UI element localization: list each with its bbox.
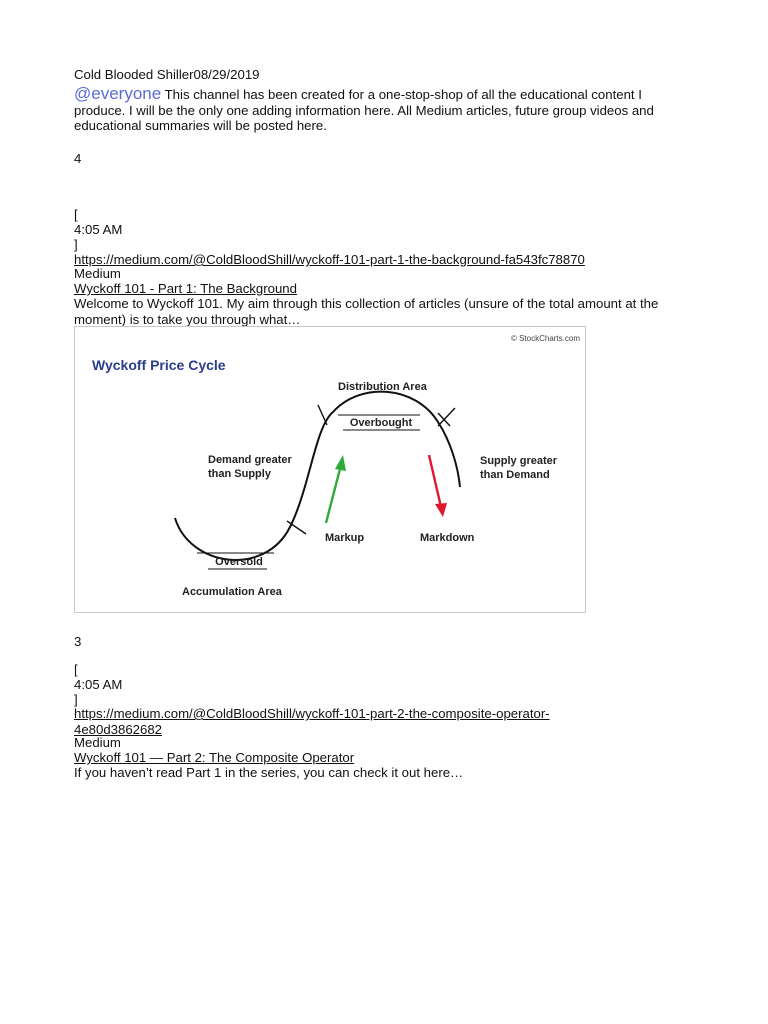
timestamp: 4:05 AM <box>74 677 123 692</box>
diagram-title: Wyckoff Price Cycle <box>92 357 226 373</box>
demand-label-line-1: Demand greater <box>208 454 292 466</box>
cross-mark-4 <box>438 408 455 426</box>
markdown-arrowhead <box>435 503 447 517</box>
cross-mark-2 <box>318 405 327 425</box>
mention-everyone[interactable]: @everyone <box>74 84 162 103</box>
markdown-arrow <box>429 455 441 507</box>
reaction-count: 3 <box>74 634 82 649</box>
stockcharts-watermark: © StockCharts.com <box>510 334 580 343</box>
embed-title-link[interactable]: Wyckoff 101 - Part 1: The Background <box>74 281 297 296</box>
oversold-label: Oversold <box>215 556 263 568</box>
embed-description: If you haven’t read Part 1 in the series, you can check it out here… <box>74 765 464 780</box>
article-url-link[interactable]: https://medium.com/@ColdBloodShill/wyckoff-101-part-1-the-background-fa543fc78870 <box>74 252 585 267</box>
overbought-label: Overbought <box>349 417 413 429</box>
bracket-close: ] <box>74 237 78 252</box>
distribution-area-label: Distribution Area <box>338 381 427 393</box>
bracket-open: [ <box>74 662 78 677</box>
bracket-close: ] <box>74 692 78 707</box>
embed-title-link[interactable]: Wyckoff 101 — Part 2: The Composite Operator <box>74 750 355 765</box>
embed-site-name: Medium <box>74 266 121 281</box>
supply-label-line-2: than Demand <box>480 469 550 481</box>
bracket-open: [ <box>74 207 78 222</box>
markdown-label: Markdown <box>420 532 475 544</box>
markup-label: Markup <box>325 532 365 544</box>
reaction-count: 4 <box>74 151 82 166</box>
markup-arrowhead <box>335 455 346 471</box>
embed-description: Welcome to Wyckoff 101. My aim through this collection of articles (unsure of the total amount at the moment) is to take you through what… <box>74 296 659 327</box>
wyckoff-price-cycle-image[interactable] <box>74 326 586 613</box>
embed-site-name: Medium <box>74 735 121 750</box>
supply-label-line-1: Supply greater <box>480 455 558 467</box>
markup-arrow <box>326 465 341 523</box>
demand-label-line-2: than Supply <box>208 468 271 480</box>
timestamp: 4:05 AM <box>74 222 123 237</box>
post-message <box>74 86 694 134</box>
article-url-link[interactable]: https://medium.com/@ColdBloodShill/wyckoff-101-part-2-the-composite-operator-4e80d3862682 <box>74 706 550 737</box>
post-author-time: Cold Blooded Shiller08/29/2019 <box>74 67 260 82</box>
post-message-text: This channel has been created for a one-stop-shop of all the educational content I produce. I will be the only one adding information here. All Medium articles, future group videos and educational summaries will be posted here. <box>74 87 654 133</box>
accumulation-area-label: Accumulation Area <box>182 586 282 598</box>
